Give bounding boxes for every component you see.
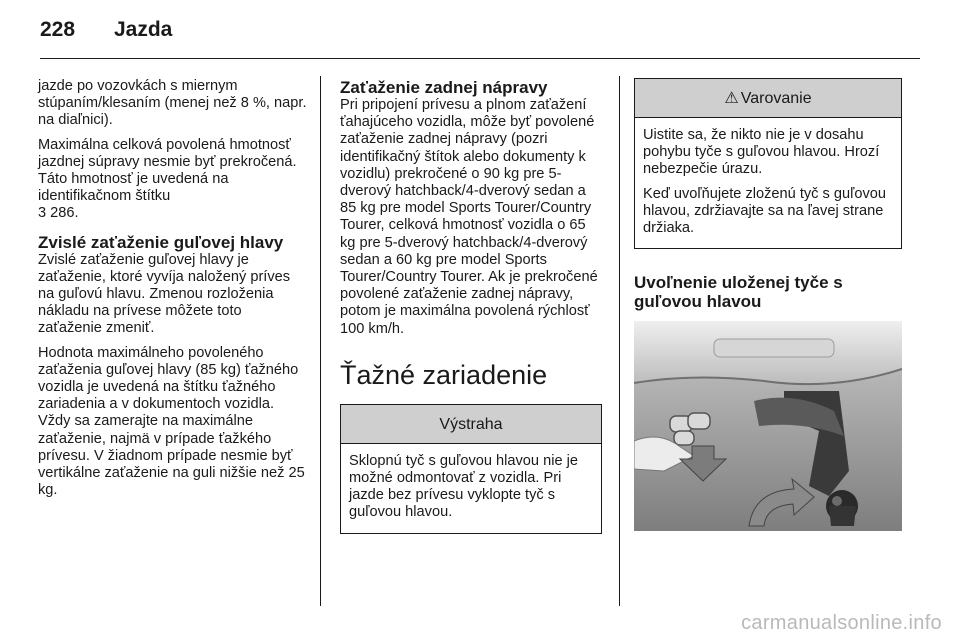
warning-box [634, 78, 902, 249]
warning-title: Varovanie [740, 90, 812, 107]
paragraph-vertical-load: Zvislé zaťaženie guľovej hlavy je zaťaženie, ktoré vyvíja naložený príves na guľovú hlavu. Zmenou rozloženia nákladu na prívese môžete toto zaťaženie zmeniť. [38, 251, 291, 337]
section-title: Jazda [114, 18, 173, 41]
warning-triangle-icon: ⚠ [724, 90, 739, 107]
watermark: carmanualsonline.info [741, 612, 942, 634]
header-rule [40, 58, 920, 59]
notice-text: Sklopnú tyč s guľovou hlavou nie je možné odmontovať z vozidla. Pri jazde bez prívesu vyklopte tyč s guľovou hlavou. [349, 452, 578, 521]
heading-towing-equipment: Ťažné zariadenie [340, 359, 548, 390]
paragraph-max-weight [38, 137, 308, 223]
column-divider-1 [320, 76, 321, 606]
paragraph-continuation: jazde po vozovkách s miernym stúpaním/klesaním (menej než 8 %, napr. na diaľnici). [38, 78, 307, 129]
page-reference-link[interactable]: 3 286. [38, 205, 79, 222]
paragraph-rear-axle-load: Pri pripojení prívesu a plnom zaťažení ťahajúceho vozidla, môže byť povolené zaťaženie zadnej nápravy (pozri identifikačný štítok alebo dokumenty k vozidlu) prekročené o 90 kg pre 5-dverový hatchback/4-dverový sedan a 85 kg pre model Sports Tourer/Country Tourer, celková hmotnosť vozidla o 65 kg pre 5-dverový hatchback/4-dverový sedan a 60 kg pre model Sports Tourer/Country Tourer. Ak je prekročené povolené zaťaženie zadnej nápravy, potom je maximálna povolená rýchlosť 100 km/h. [340, 97, 598, 337]
max-weight-text: Maximálna celková povolená hmotnosť jazdnej súpravy nesmie byť prekročená. Táto hmotnosť je uvedená na identifikačnom štítku [38, 136, 297, 205]
notice-box [340, 404, 602, 534]
page-number: 228 [40, 18, 76, 41]
column-right [634, 78, 902, 536]
warning-text-2: Keď uvoľňujete zloženú tyč s guľovou hlavou, zdržiavajte sa na ľavej strane držiaka. [643, 185, 887, 237]
column-left [38, 78, 308, 506]
tow-bar-release-photo [634, 321, 902, 531]
heading-vertical-load: Zvislé zaťaženie guľovej hlavy [38, 232, 284, 252]
paragraph-max-vertical-load: Hodnota maximálneho povoleného zaťaženia guľovej hlavy (85 kg) ťažného vozidla je uvedená na štítku ťažného zariadenia a v dokumentoch vozidla. Vždy sa zamerajte na maximálne zaťaženie, najmä v prípade ťažkého prívesu. V žiadnom prípade nesmie byť vertikálne zaťaženie na guli nižšie než 25 kg. [38, 344, 305, 499]
column-divider-2 [619, 76, 620, 606]
column-middle [340, 78, 602, 534]
warning-text-1: Uistite sa, že nikto nie je v dosahu pohybu tyče s guľovou hlavou. Hrozí nebezpečie úrazu. [643, 127, 880, 178]
notice-title: Výstraha [341, 405, 601, 444]
heading-rear-axle-load: Zaťaženie zadnej nápravy [340, 78, 548, 97]
warning-header [635, 79, 901, 118]
heading-release-ball-bar: Uvoľnenie uloženej tyče s guľovou hlavou [634, 273, 843, 312]
